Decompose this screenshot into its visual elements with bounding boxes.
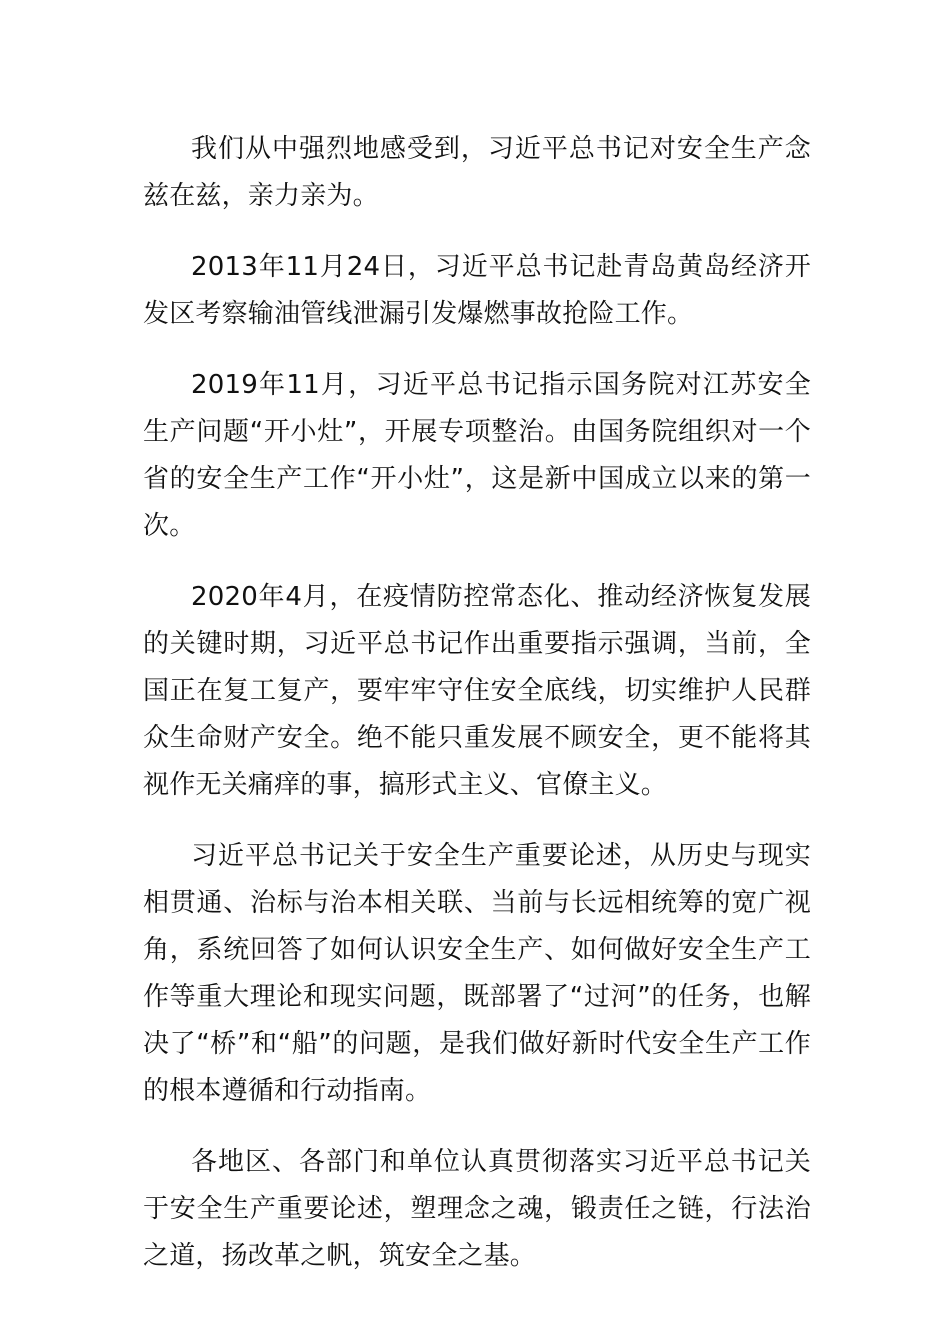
paragraph-2: 2013年11月24日，习近平总书记赴青岛黄岛经济开发区考察输油管线泄漏引发爆燃事故抢险工作。 <box>143 252 811 329</box>
paragraph-1: 我们从中强烈地感受到，习近平总书记对安全生产念兹在兹，亲力亲为。 <box>143 134 811 211</box>
paragraph-6: 各地区、各部门和单位认真贯彻落实习近平总书记关于安全生产重要论述，塑理念之魂，锻责任之链，行法治之道，扬改革之帆，筑安全之基。 <box>143 1147 811 1271</box>
paragraph-5: 习近平总书记关于安全生产重要论述，从历史与现实相贯通、治标与治本相关联、当前与长远相统筹的宽广视角，系统回答了如何认识安全生产、如何做好安全生产工作等重大理论和现实问题，既部署了“过河”的任务，也解决了“桥”和“船”的问题，是我们做好新时代安全生产工作的根本遵循和行动指南。 <box>143 841 811 1106</box>
document-body <box>143 126 811 1304</box>
paragraph-4: 2020年4月，在疫情防控常态化、推动经济恢复发展的关键时期，习近平总书记作出重要指示强调，当前，全国正在复工复产，要牢牢守住安全底线，切实维护人民群众生命财产安全。绝不能只重发展不顾安全，更不能将其视作无关痛痒的事，搞形式主义、官僚主义。 <box>143 582 811 800</box>
paragraph-3: 2019年11月，习近平总书记指示国务院对江苏安全生产问题“开小灶”，开展专项整治。由国务院组织对一个省的安全生产工作“开小灶”，这是新中国成立以来的第一次。 <box>143 370 811 541</box>
